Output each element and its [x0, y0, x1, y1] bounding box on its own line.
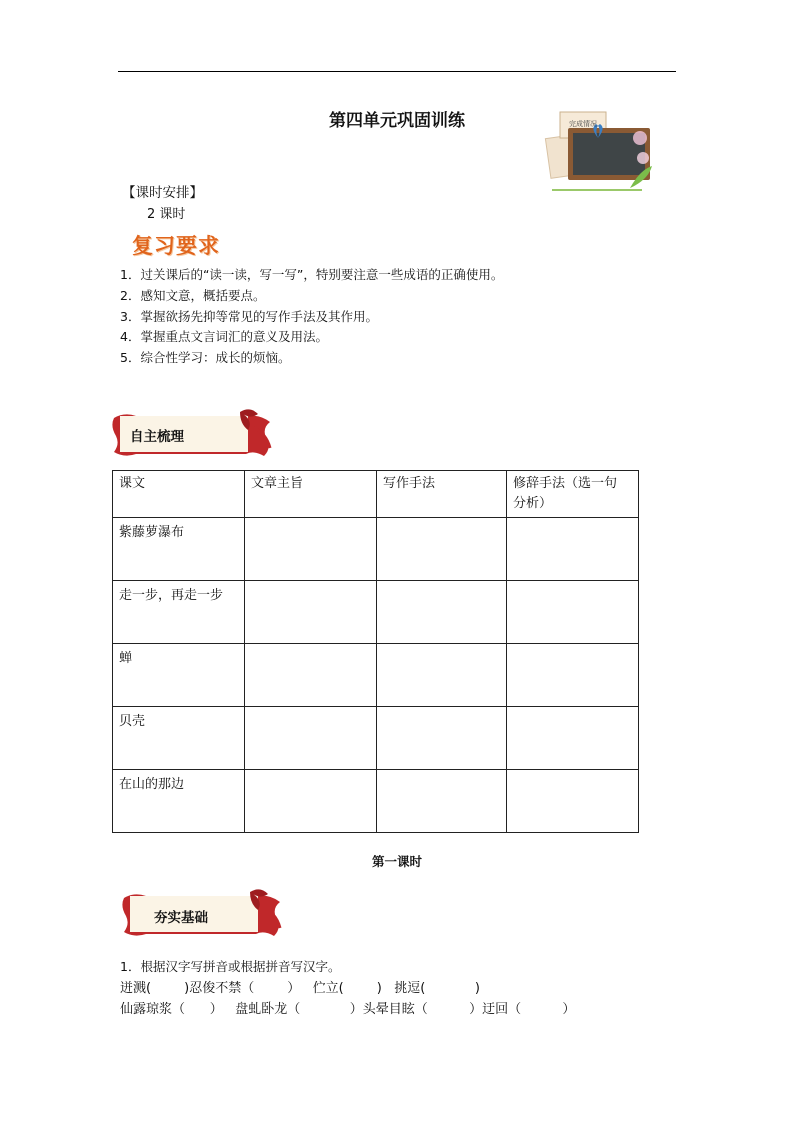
header-cell: 课文 — [113, 471, 245, 518]
section-label: 夯实基础 — [154, 910, 208, 926]
requirement-item: 2．感知文意，概括要点。 — [120, 288, 266, 303]
answer-cell[interactable] — [245, 770, 377, 833]
row-text-cell: 在山的那边 — [113, 770, 245, 833]
requirement-item: 1．过关课后的“读一读，写一写”，特别要注意一些成语的正确使用。 — [120, 267, 504, 282]
review-table — [112, 470, 639, 833]
chalkboard-illustration — [540, 98, 662, 194]
answer-cell[interactable] — [377, 518, 507, 581]
row-text-cell: 紫藤萝瀑布 — [113, 518, 245, 581]
review-requirements-title: 复习要求 — [132, 234, 220, 258]
schedule-heading: 【课时安排】 — [122, 185, 203, 201]
answer-cell[interactable] — [377, 581, 507, 644]
exercise-line: 迸溅( )忍俊不禁（ ） 伫立( ) 挑逗( ) — [120, 981, 480, 996]
answer-cell[interactable] — [245, 581, 377, 644]
answer-cell[interactable] — [245, 707, 377, 770]
row-text-cell: 走一步，再走一步 — [113, 581, 245, 644]
table-header-row — [113, 471, 639, 518]
requirement-item: 5．综合性学习：成长的烦恼。 — [120, 350, 291, 365]
header-cell: 写作手法 — [377, 471, 507, 518]
answer-cell[interactable] — [377, 770, 507, 833]
table-row — [113, 518, 639, 581]
exercise-line: 仙露琼浆（ ） 盘虬卧龙（ ）头晕目眩（ ）迂回（ ） — [120, 1002, 576, 1017]
answer-cell[interactable] — [245, 518, 377, 581]
header-cell-rhetoric — [507, 471, 639, 518]
answer-cell[interactable] — [507, 707, 639, 770]
deco-label: 完成情况 — [569, 120, 597, 128]
answer-cell[interactable] — [245, 644, 377, 707]
header-cell-line: 修辞手法（选一句 — [513, 476, 618, 491]
page-title: 第四单元巩固训练 — [329, 111, 465, 131]
requirement-item: 3．掌握欲扬先抑等常见的写作手法及其作用。 — [120, 309, 378, 324]
requirement-item: 4．掌握重点文言词汇的意义及用法。 — [120, 329, 328, 344]
lesson-title: 第一课时 — [371, 854, 422, 869]
top-rule — [118, 71, 676, 72]
table-row — [113, 644, 639, 707]
header-cell-line: 分析） — [513, 496, 553, 511]
header-cell: 文章主旨 — [245, 471, 377, 518]
table-row — [113, 707, 639, 770]
section-label: 自主梳理 — [130, 429, 184, 445]
section-ribbon-self-study — [112, 404, 272, 466]
answer-cell[interactable] — [507, 581, 639, 644]
answer-cell[interactable] — [507, 518, 639, 581]
schedule-value: 2 课时 — [147, 207, 186, 222]
row-text-cell: 贝壳 — [113, 707, 245, 770]
table-row — [113, 581, 639, 644]
answer-cell[interactable] — [377, 644, 507, 707]
answer-cell[interactable] — [507, 644, 639, 707]
exercise-question: 1．根据汉字写拼音或根据拼音写汉字。 — [120, 959, 341, 974]
section-ribbon-basics — [122, 884, 282, 946]
table-row — [113, 770, 639, 833]
answer-cell[interactable] — [507, 770, 639, 833]
answer-cell[interactable] — [377, 707, 507, 770]
row-text-cell: 蝉 — [113, 644, 245, 707]
